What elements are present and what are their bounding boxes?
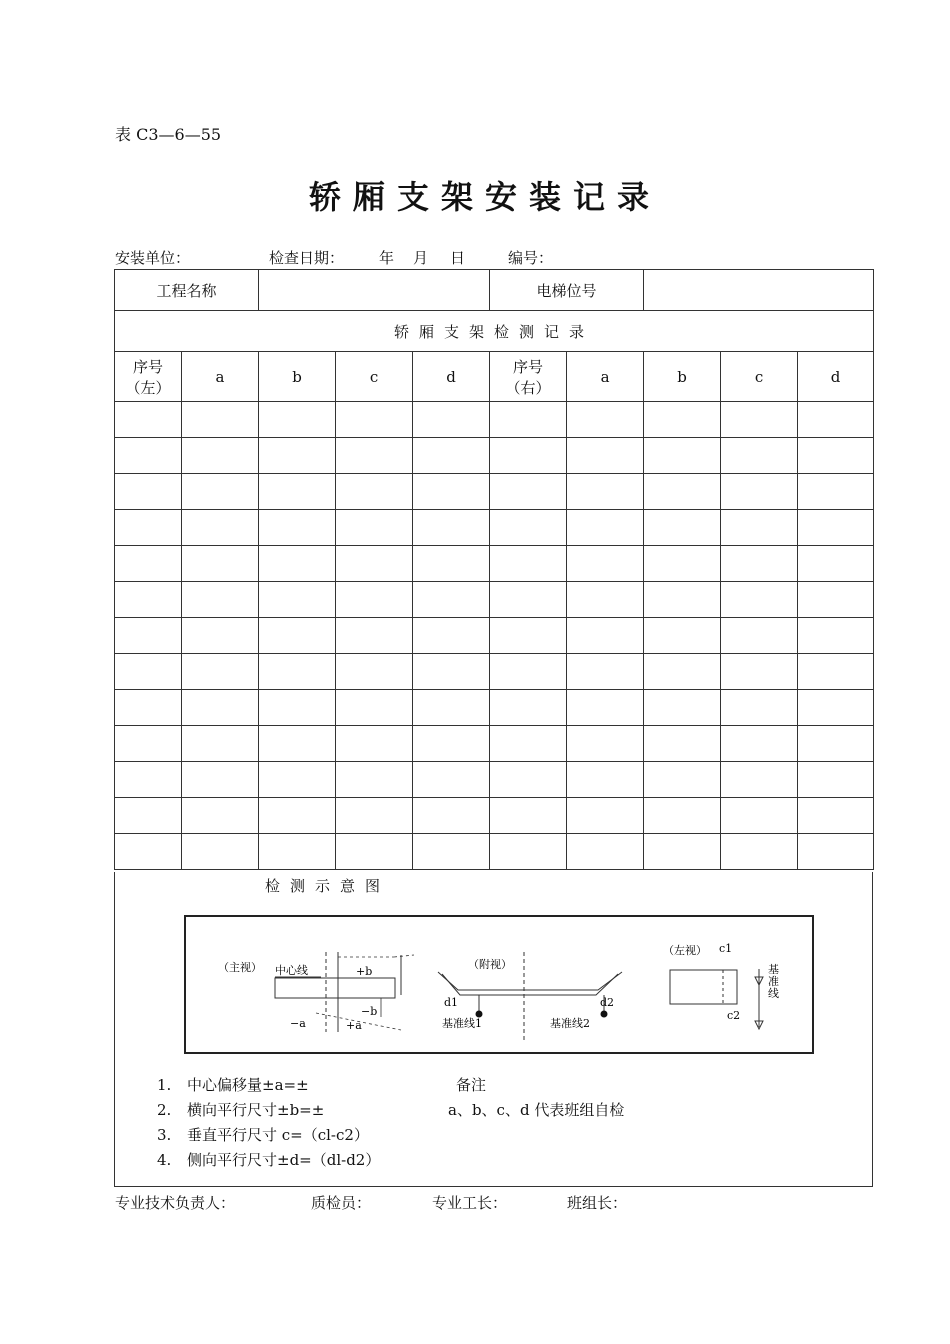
table-cell[interactable] [798, 726, 874, 762]
year-label: 年 [379, 249, 395, 267]
col-b-right: b [644, 352, 721, 402]
table-cell[interactable] [798, 834, 874, 870]
table-cell[interactable] [182, 474, 259, 510]
table-cell[interactable] [336, 690, 413, 726]
table-cell[interactable] [798, 654, 874, 690]
table-cell[interactable] [644, 798, 721, 834]
table-cell[interactable] [721, 798, 798, 834]
table-cell[interactable] [413, 690, 490, 726]
table-cell[interactable] [644, 618, 721, 654]
table-cell[interactable] [182, 582, 259, 618]
table-cell[interactable] [115, 798, 182, 834]
table-cell[interactable] [413, 510, 490, 546]
table-row [115, 690, 874, 726]
table-cell[interactable] [413, 582, 490, 618]
day-label: 日 [450, 249, 466, 267]
table-row [115, 762, 874, 798]
table-cell[interactable] [798, 474, 874, 510]
center-line-label: 中心线 [275, 964, 308, 977]
table-cell[interactable] [182, 546, 259, 582]
table-cell[interactable] [336, 762, 413, 798]
table-cell[interactable] [644, 546, 721, 582]
table-cell[interactable] [798, 690, 874, 726]
table-row [115, 798, 874, 834]
table-cell[interactable] [644, 690, 721, 726]
table-cell[interactable] [413, 402, 490, 438]
table-cell[interactable] [413, 618, 490, 654]
table-row [115, 510, 874, 546]
table-cell[interactable] [413, 546, 490, 582]
section-title: 轿厢支架检测记录 [115, 311, 874, 352]
table-cell[interactable] [413, 474, 490, 510]
table-cell[interactable] [182, 618, 259, 654]
table-cell[interactable] [259, 834, 336, 870]
table-cell[interactable] [644, 726, 721, 762]
table-cell[interactable] [567, 762, 644, 798]
table-cell[interactable] [721, 654, 798, 690]
tech-lead-label: 专业技术负责人： [115, 1194, 236, 1212]
table-cell[interactable] [490, 798, 567, 834]
formula-number: 1. [157, 1076, 172, 1094]
table-row [115, 546, 874, 582]
table-cell[interactable] [567, 582, 644, 618]
plus-b-label: +b [356, 965, 373, 978]
minus-b-label: −b [361, 1005, 378, 1018]
table-cell[interactable] [182, 834, 259, 870]
header-row [115, 352, 874, 402]
table-cell[interactable] [259, 582, 336, 618]
col-a-right: a [567, 352, 644, 402]
table-cell[interactable] [644, 402, 721, 438]
table-cell[interactable] [567, 438, 644, 474]
table-cell[interactable] [259, 798, 336, 834]
col-c-left: c [336, 352, 413, 402]
table-cell[interactable] [115, 654, 182, 690]
table-cell[interactable] [336, 474, 413, 510]
table-cell[interactable] [798, 546, 874, 582]
elevator-position-label: 电梯位号 [490, 270, 644, 311]
team-leader-label: 班组长： [567, 1194, 628, 1212]
project-name-field[interactable] [259, 270, 490, 311]
table-cell[interactable] [567, 474, 644, 510]
table-cell[interactable] [413, 834, 490, 870]
table-cell[interactable] [721, 546, 798, 582]
formula-item [157, 1073, 380, 1098]
table-cell[interactable] [413, 654, 490, 690]
table-number: 表 C3—6—55 [115, 125, 222, 144]
col-b-left: b [259, 352, 336, 402]
table-cell[interactable] [490, 546, 567, 582]
table-row [115, 726, 874, 762]
diagram-title: 检测示意图 [265, 877, 391, 895]
table-row [115, 402, 874, 438]
elevator-position-field[interactable] [644, 270, 874, 311]
table-cell[interactable] [115, 690, 182, 726]
table-cell[interactable] [644, 834, 721, 870]
table-cell[interactable] [798, 798, 874, 834]
inspection-diagram [184, 915, 814, 1054]
table-cell[interactable] [182, 402, 259, 438]
project-row [115, 270, 874, 311]
remark-text: a、b、c、d 代表班组自检 [448, 1101, 625, 1119]
table-cell[interactable] [182, 726, 259, 762]
install-unit-label: 安装单位： [115, 249, 191, 267]
document-title: 轿厢支架安装记录 [308, 178, 661, 216]
table-row [115, 618, 874, 654]
col-d-right: d [798, 352, 874, 402]
formula-text: 侧向平行尺寸±d=（dl-d2） [187, 1151, 381, 1169]
table-cell[interactable] [115, 618, 182, 654]
table-cell[interactable] [721, 726, 798, 762]
number-label: 编号： [508, 249, 554, 267]
formula-text: 垂直平行尺寸 c=（cl-c2） [187, 1126, 369, 1144]
formula-list [157, 1073, 380, 1173]
table-cell[interactable] [115, 510, 182, 546]
table-cell[interactable] [798, 510, 874, 546]
project-name-label: 工程名称 [115, 270, 259, 311]
table-cell[interactable] [721, 438, 798, 474]
table-cell[interactable] [567, 834, 644, 870]
table-cell[interactable] [115, 474, 182, 510]
table-cell[interactable] [259, 402, 336, 438]
table-cell[interactable] [490, 834, 567, 870]
table-cell[interactable] [115, 546, 182, 582]
table-cell[interactable] [490, 618, 567, 654]
table-cell[interactable] [259, 510, 336, 546]
table-cell[interactable] [644, 474, 721, 510]
table-cell[interactable] [490, 726, 567, 762]
formula-text: 横向平行尺寸±b=± [187, 1101, 325, 1119]
table-cell[interactable] [567, 798, 644, 834]
table-cell[interactable] [182, 654, 259, 690]
table-cell[interactable] [336, 438, 413, 474]
formula-number: 3. [157, 1126, 172, 1144]
record-table [114, 269, 874, 870]
table-cell[interactable] [115, 438, 182, 474]
table-cell[interactable] [413, 726, 490, 762]
left-view-rect [670, 970, 737, 1004]
table-cell[interactable] [336, 654, 413, 690]
table-cell[interactable] [490, 510, 567, 546]
table-cell[interactable] [644, 762, 721, 798]
table-cell[interactable] [413, 762, 490, 798]
table-cell[interactable] [336, 618, 413, 654]
check-date-label: 检查日期： [269, 249, 345, 267]
table-row [115, 438, 874, 474]
remark-block [448, 1073, 624, 1123]
table-cell[interactable] [567, 654, 644, 690]
table-cell[interactable] [567, 726, 644, 762]
table-cell[interactable] [798, 402, 874, 438]
table-cell[interactable] [182, 510, 259, 546]
col-seq-right: 序号 （右） [490, 352, 567, 402]
table-cell[interactable] [182, 690, 259, 726]
section-title-row [115, 311, 874, 352]
remark-label: 备注 [456, 1076, 487, 1094]
inspector-label: 质检员： [311, 1194, 372, 1212]
table-row [115, 834, 874, 870]
table-cell[interactable] [567, 402, 644, 438]
table-cell[interactable] [336, 402, 413, 438]
table-cell[interactable] [490, 762, 567, 798]
c1-label: c1 [719, 942, 733, 955]
formula-text: 中心偏移量±a=± [187, 1076, 309, 1094]
formula-number: 2. [157, 1101, 172, 1119]
table-cell[interactable] [567, 690, 644, 726]
table-row [115, 474, 874, 510]
main-view-rect [275, 978, 395, 998]
table-cell[interactable] [567, 546, 644, 582]
baseline1-label: 基准线1 [442, 1017, 482, 1030]
baseline2-label: 基准线2 [550, 1017, 590, 1030]
table-cell[interactable] [644, 654, 721, 690]
table-cell[interactable] [644, 438, 721, 474]
table-cell[interactable] [490, 582, 567, 618]
table-cell[interactable] [798, 762, 874, 798]
table-cell[interactable] [259, 546, 336, 582]
baseline-vertical-label: 基准线 [768, 963, 779, 1000]
minus-a-label: −a [290, 1017, 306, 1030]
table-cell[interactable] [336, 546, 413, 582]
month-label: 月 [413, 249, 429, 267]
diagram-figure [186, 917, 812, 1052]
table-cell[interactable] [721, 618, 798, 654]
table-cell[interactable] [259, 654, 336, 690]
table-cell[interactable] [490, 438, 567, 474]
table-row [115, 654, 874, 690]
foreman-label: 专业工长： [432, 1194, 508, 1212]
col-d-left: d [413, 352, 490, 402]
table-cell[interactable] [721, 582, 798, 618]
table-cell[interactable] [490, 654, 567, 690]
table-cell[interactable] [798, 618, 874, 654]
table-cell[interactable] [259, 690, 336, 726]
table-cell[interactable] [182, 438, 259, 474]
table-row [115, 582, 874, 618]
col-c-right: c [721, 352, 798, 402]
table-cell[interactable] [798, 438, 874, 474]
table-cell[interactable] [182, 762, 259, 798]
formula-item [157, 1098, 380, 1123]
table-cell[interactable] [336, 726, 413, 762]
col-a-left: a [182, 352, 259, 402]
table-cell[interactable] [644, 582, 721, 618]
table-cell[interactable] [490, 474, 567, 510]
baseline2-point [601, 1011, 608, 1018]
table-cell[interactable] [336, 582, 413, 618]
side-view-frame [438, 972, 622, 990]
table-cell[interactable] [336, 798, 413, 834]
table-cell[interactable] [182, 798, 259, 834]
table-cell[interactable] [115, 726, 182, 762]
main-view-label: （主视） [218, 961, 262, 974]
table-cell[interactable] [721, 474, 798, 510]
table-cell[interactable] [721, 690, 798, 726]
table-cell[interactable] [490, 690, 567, 726]
table-cell[interactable] [413, 438, 490, 474]
table-cell[interactable] [259, 474, 336, 510]
table-cell[interactable] [336, 834, 413, 870]
plus-a-label: +a [346, 1019, 362, 1032]
table-cell[interactable] [721, 834, 798, 870]
table-cell[interactable] [259, 618, 336, 654]
formula-item [157, 1123, 380, 1148]
table-cell[interactable] [336, 510, 413, 546]
table-cell[interactable] [721, 402, 798, 438]
c2-label: c2 [727, 1009, 741, 1022]
table-cell[interactable] [798, 582, 874, 618]
table-cell[interactable] [259, 438, 336, 474]
d1-label: d1 [444, 996, 459, 1009]
table-cell[interactable] [567, 618, 644, 654]
formula-item [157, 1148, 380, 1173]
table-cell[interactable] [644, 510, 721, 546]
table-cell[interactable] [259, 726, 336, 762]
left-view-label: （左视） [663, 944, 707, 957]
table-cell[interactable] [115, 582, 182, 618]
table-cell[interactable] [721, 510, 798, 546]
col-seq-left: 序号 （左） [115, 352, 182, 402]
table-cell[interactable] [490, 402, 567, 438]
table-cell[interactable] [413, 798, 490, 834]
table-cell[interactable] [721, 762, 798, 798]
table-cell[interactable] [115, 762, 182, 798]
formula-number: 4. [157, 1151, 172, 1169]
table-cell[interactable] [567, 510, 644, 546]
table-cell[interactable] [259, 762, 336, 798]
side-view-label: （附视） [468, 958, 512, 971]
table-cell[interactable] [115, 834, 182, 870]
d2-label: d2 [600, 996, 615, 1009]
table-cell[interactable] [115, 402, 182, 438]
